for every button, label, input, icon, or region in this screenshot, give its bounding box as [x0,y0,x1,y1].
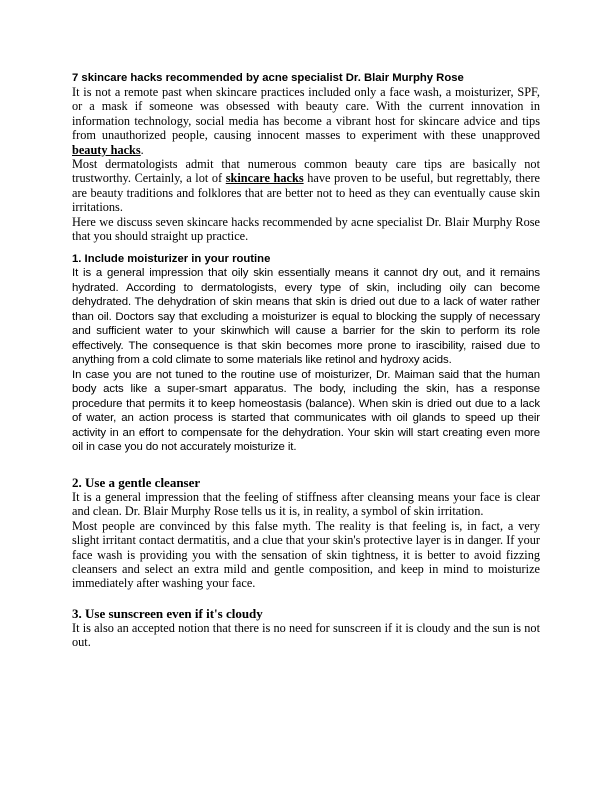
intro-paragraph-2-text: Most dermatologists admit that numerous common beauty care tips are basically not trustworthy. Certainly, a lot of [72,157,540,186]
section-3-paragraph-1: It is also an accepted notion that there is no need for sunscreen if it is cloudy and the sun is not out. [72,620,540,650]
intro-paragraph-2-text-after: have proven to be useful, but regrettably, there are beauty traditions and folklores that are better not to heed as they can eventually cause skin irritations. [72,171,540,215]
section-1-heading: 1. Include moisturizer in your routine [72,253,271,266]
section-2-heading: 2. Use a gentle cleanser [72,474,201,490]
skincare-hacks-link[interactable]: skincare hacks [225,171,304,186]
intro-paragraph-3: Here we discuss seven skincare hacks recommended by acne specialist Dr. Blair Murphy Rose that you should straight up practice. [72,214,540,244]
section-1-paragraph-2: In case you are not tuned to the routine use of moisturizer, Dr. Maiman said that the human body acts like a super-smart apparatus. The body, including the skin, has a response procedure that permits it to keep homeostasis (balance). When skin is dried out due to a lack of water, an action process is started that communicates with oil glands to speed up their activity in an effort to compensate for the dehydration. Your skin will start creating even more oil in case you do not accurately moisturize it. [72,368,540,454]
section-1-paragraph-1: It is a general impression that oily skin essentially means it cannot dry out, and it remains hydrated. According to dermatologists, every type of skin, including oily can become dehydrated. The dehydration of skin means that skin is dried out due to a lack of water rather than oil. Doctors say that excluding a moisturizer is equal to blocking the supply of necessary and sufficient water to your skinwhich will cause a barrier for the skin to perform its role effectively. The consequence is that skin becomes more prone to irascibility, raised due to anything from a cold climate to some materials like retinol and hydroxy acids. [72,267,540,367]
document-title: 7 skincare hacks recommended by acne specialist Dr. Blair Murphy Rose [72,72,464,84]
section-2-paragraph-2: Most people are convinced by this false myth. The reality is that feeling is, in fact, a very slight irritant contact dermatitis, and a clue that your skin's protective layer is in danger. If your face wash is providing you with the sensation of skin tightness, it is better to avoid fizzing cleansers and select an extra mild and gentle composition, and keep in mind to moisturize immediately after washing your face. [72,518,540,591]
section-2-paragraph-1: It is a general impression that the feeling of stiffness after cleansing means your face is clear and clean. Dr. Blair Murphy Rose tells us it is, in reality, a symbol of skin irritation. [72,489,540,519]
intro-paragraph-1-text: It is not a remote past when skincare practices included only a face wash, a moisturizer, SPF, or a mask if someone was obsessed with beauty care. With the current innovation in information technology, social media has become a vibrant host for skincare advice and tips from unauthorized people, causing innocent masses to experiment with these unapproved [72,85,540,143]
document-content [72,0,540,650]
beauty-hacks-link[interactable]: beauty hacks [72,142,141,157]
section-3-heading: 3. Use sunscreen even if it's cloudy [72,605,263,621]
intro-paragraph-1 [72,85,540,157]
intro-paragraph-1-period: . [140,142,144,157]
intro-paragraph-2 [72,157,540,215]
